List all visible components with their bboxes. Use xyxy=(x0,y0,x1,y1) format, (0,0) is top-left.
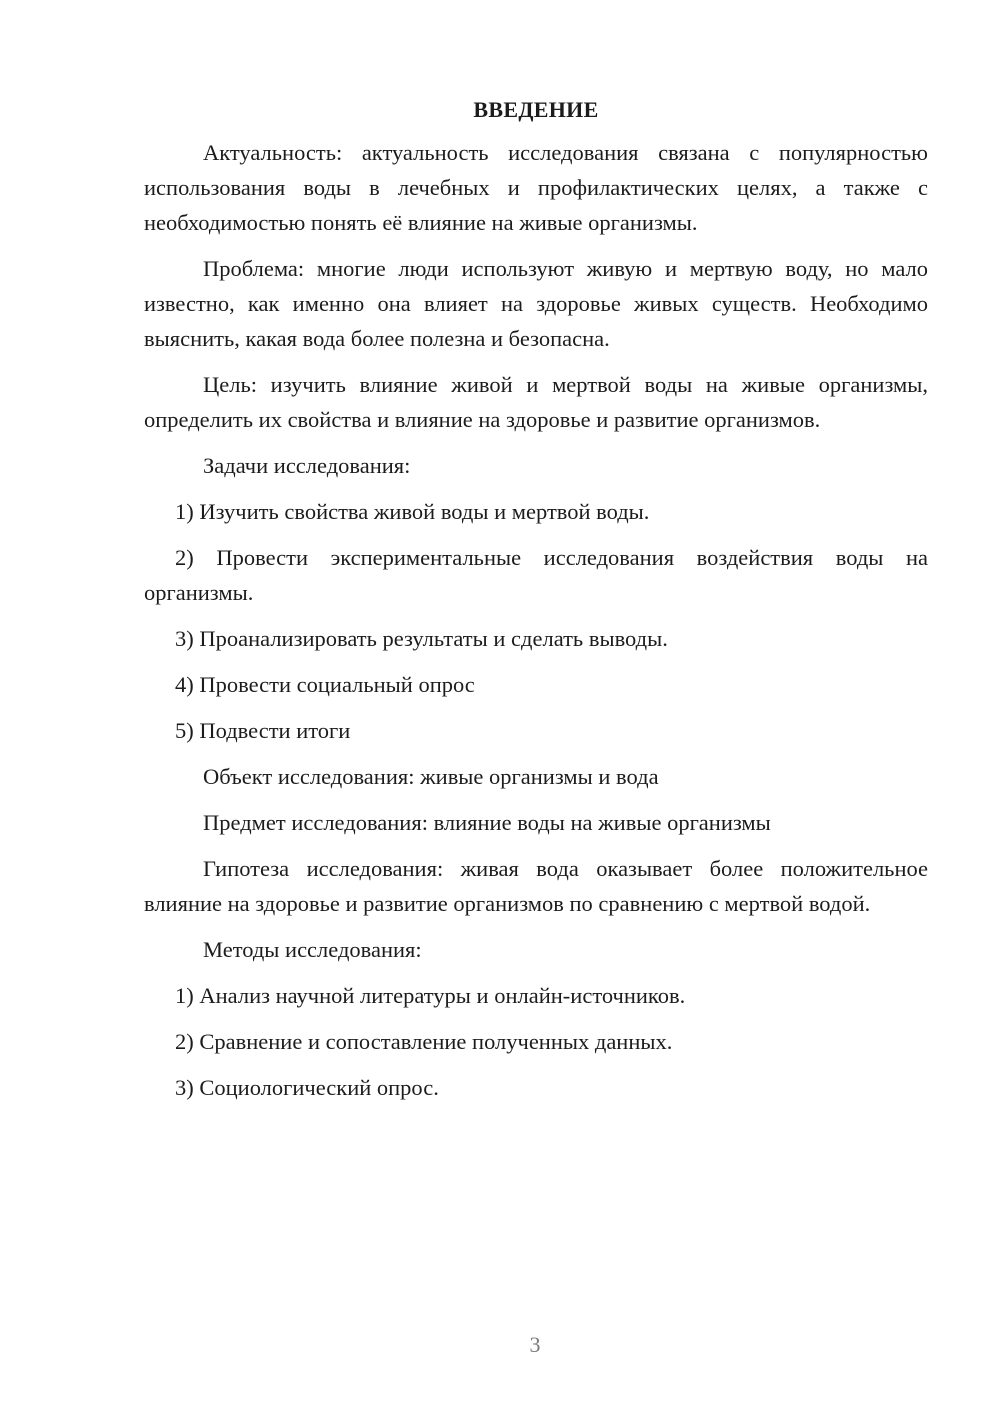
task-item-5: 5) Подвести итоги xyxy=(175,718,351,743)
document-body xyxy=(144,96,928,1116)
method-item-2: 2) Сравнение и сопоставление полученных данных. xyxy=(175,1029,673,1054)
relevance-paragraph: Актуальность: актуальность исследования связана с популярностью использования воды в лечебных и профилактических целях, а также с необходимостью понять её влияние на живые организмы. xyxy=(144,140,928,235)
task-item-2: 2) Провести экспериментальные исследования воздействия воды на организмы. xyxy=(144,545,928,605)
tasks-heading: Задачи исследования: xyxy=(203,453,411,478)
method-item-3: 3) Социологический опрос. xyxy=(175,1075,439,1100)
subject-paragraph: Предмет исследования: влияние воды на живые организмы xyxy=(203,810,771,835)
problem-paragraph: Проблема: многие люди используют живую и мертвую воду, но мало известно, как именно она влияет на здоровье живых существ. Необходимо выяснить, какая вода более полезна и безопасна. xyxy=(144,256,928,351)
method-item-1: 1) Анализ научной литературы и онлайн-источников. xyxy=(175,983,686,1008)
methods-heading: Методы исследования: xyxy=(203,937,422,962)
task-item-4: 4) Провести социальный опрос xyxy=(175,672,475,697)
goal-paragraph: Цель: изучить влияние живой и мертвой воды на живые организмы, определить их свойства и влияние на здоровье и развитие организмов. xyxy=(144,372,928,432)
object-paragraph: Объект исследования: живые организмы и вода xyxy=(203,764,659,789)
task-item-3: 3) Проанализировать результаты и сделать выводы. xyxy=(175,626,668,651)
section-title: ВВЕДЕНИЕ xyxy=(473,97,599,122)
task-item-1: 1) Изучить свойства живой воды и мертвой воды. xyxy=(175,499,650,524)
hypothesis-paragraph: Гипотеза исследования: живая вода оказывает более положительное влияние на здоровье и развитие организмов по сравнению с мертвой водой. xyxy=(144,856,928,916)
page-number: 3 xyxy=(529,1332,541,1357)
